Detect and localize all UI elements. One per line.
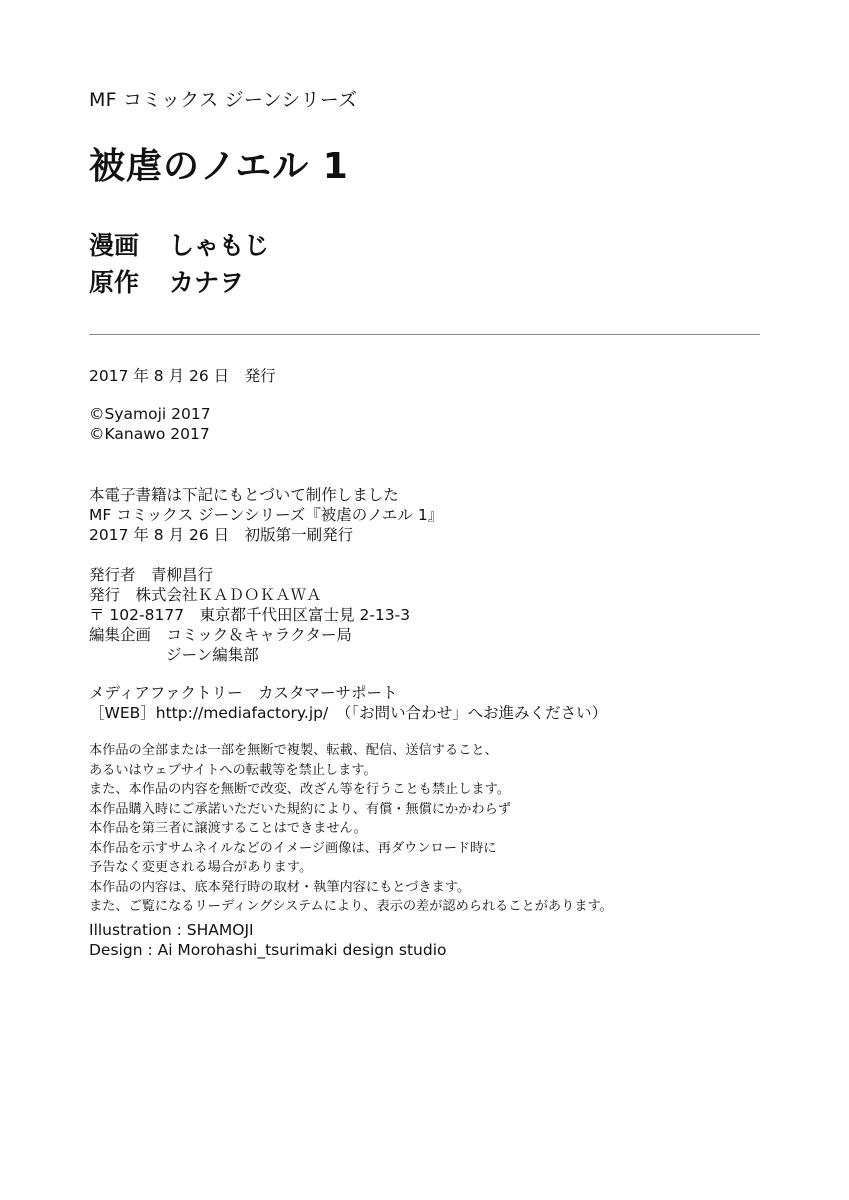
source-edition-block <box>89 485 443 545</box>
publisher-name: 青柳昌行 <box>151 566 214 584</box>
legal-notices <box>89 741 613 917</box>
source-line: MF コミックス ジーンシリーズ『被虐のノエル 1』 <box>89 506 444 524</box>
source-line: 本電子書籍は下記にもとづいて制作しました <box>89 486 399 504</box>
notice-line: 本作品を示すサムネイルなどのイメージ画像は、再ダウンロード時に <box>89 840 497 856</box>
issuer-label: 発行 <box>89 586 121 604</box>
source-line: 2017 年 8 月 26 日 初版第一刷発行 <box>89 526 354 544</box>
credit-role: 原作 <box>89 268 140 297</box>
support-name: メディアファクトリー カスタマーサポート <box>89 684 398 702</box>
notice-line: 本作品購入時にご承諾いただいた規約により、有償・無償にかかわらず <box>89 801 511 817</box>
credit-role: 漫画 <box>89 231 140 260</box>
notice-line: 予告なく変更される場合があります。 <box>89 860 313 875</box>
issuer-name: 株式会社ＫＡＤＯＫＡＷＡ <box>135 586 322 604</box>
support-block <box>89 683 607 723</box>
staff-block <box>89 565 410 665</box>
publisher-label: 発行者 <box>89 566 136 584</box>
illustration-credit: Illustration : SHAMOJI <box>89 921 254 939</box>
editorial-row <box>89 645 410 665</box>
series-name: MF コミックス ジーンシリーズ <box>89 89 358 111</box>
divider <box>89 334 760 335</box>
notice-line: 本作品を第三者に譲渡することはできません。 <box>89 821 367 836</box>
notice-line: あるいはウェブサイトへの転載等を禁止します。 <box>89 762 377 778</box>
credit-original-work <box>89 268 244 298</box>
copyright-line: ©Syamoji 2017 <box>89 405 211 423</box>
publication-date: 2017 年 8 月 26 日 発行 <box>89 367 276 385</box>
book-title: 被虐のノエル 1 <box>89 146 349 187</box>
credit-name: カナヲ <box>169 268 245 297</box>
notice-line: また、ご覧になるリーディングシステムにより、表示の差が認められることがあります。 <box>89 899 613 914</box>
copyright-block <box>89 404 211 444</box>
planning-label: 編集企画 <box>89 626 152 644</box>
planning-row <box>89 625 410 645</box>
notice-line: 本作品の内容は、底本発行時の取材・執筆内容にもとづきます。 <box>89 879 471 895</box>
publisher-row <box>89 565 410 585</box>
editorial-dept: ジーン編集部 <box>166 646 259 664</box>
credit-name: しゃもじ <box>169 231 270 260</box>
design-credits <box>89 920 447 960</box>
support-web-link[interactable]: ［WEB］http://mediafactory.jp/ （「お問い合わせ」へお進みください） <box>89 704 608 722</box>
address-row: 〒 102-8177 東京都千代田区富士見 2-13-3 <box>89 606 411 624</box>
copyright-line: ©Kanawo 2017 <box>89 425 210 443</box>
issuer-row <box>89 585 410 605</box>
notice-line: 本作品の全部または一部を無断で複製、転載、配信、送信すること、 <box>89 743 498 758</box>
credit-manga <box>89 231 269 261</box>
notice-line: また、本作品の内容を無断で改変、改ざん等を行うことも禁止します。 <box>89 782 510 797</box>
planning-dept: コミック＆キャラクター局 <box>166 626 352 644</box>
design-credit: Design : Ai Morohashi_tsurimaki design studio <box>89 941 447 959</box>
